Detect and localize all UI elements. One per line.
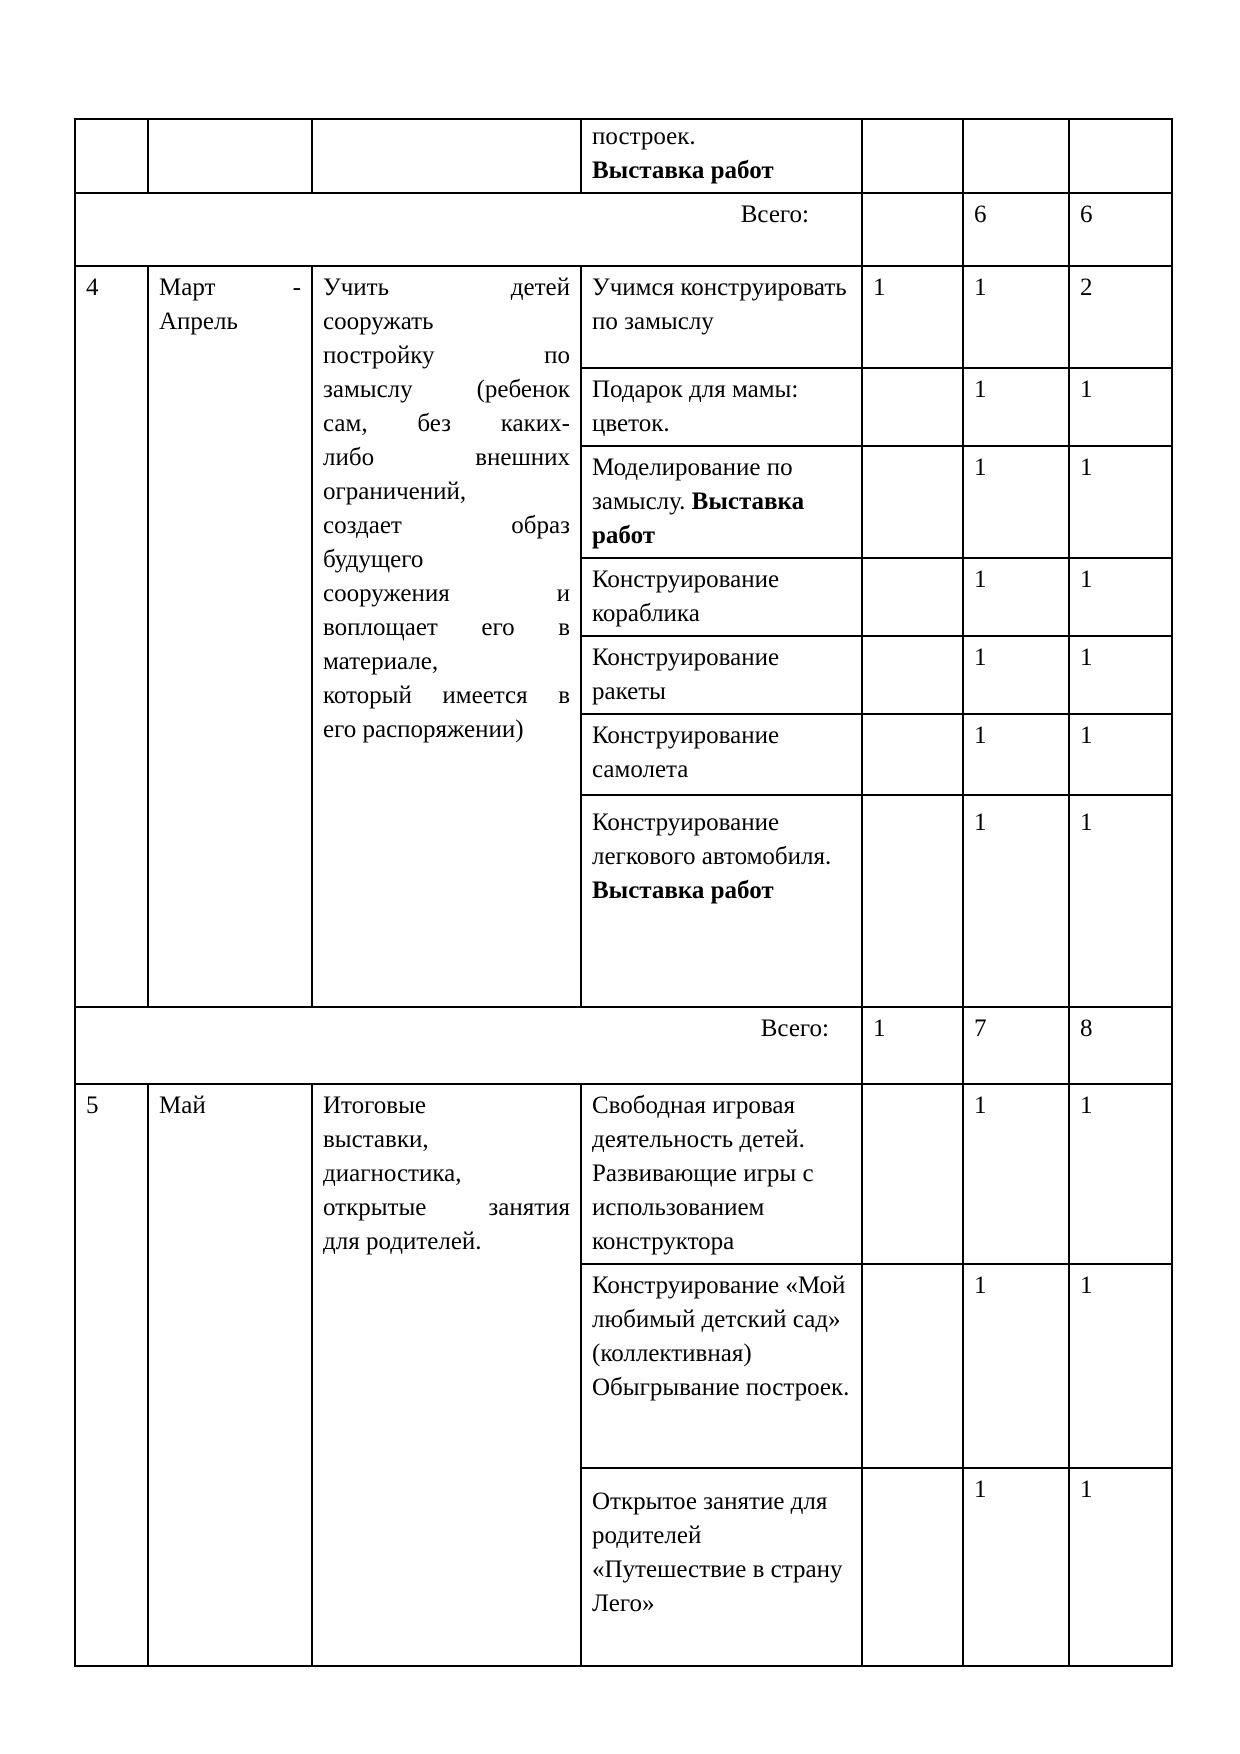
practice-cell: 1 (963, 795, 1069, 1007)
topic-cell: Учимся конструировать по замыслу (581, 266, 862, 368)
theory-cell (862, 1468, 963, 1666)
goal-cell (312, 119, 581, 193)
goal-cell (312, 266, 581, 1007)
topic-cell (581, 119, 862, 193)
theory-cell: 1 (862, 266, 963, 368)
theory-cell (862, 119, 963, 193)
practice-cell: 6 (963, 193, 1069, 266)
topic-cell: Конструирование кораблика (581, 558, 862, 636)
topic-cell (581, 795, 862, 1007)
theory-cell (862, 1084, 963, 1264)
total-label: Всего: (75, 193, 862, 266)
goal-line: Учить детей (323, 274, 570, 301)
goal-line: ограничений, (323, 478, 467, 505)
practice-cell: 1 (963, 368, 1069, 446)
month-dash: - (292, 274, 301, 301)
goal-line: открытые занятия (323, 1194, 570, 1221)
theory-cell (862, 636, 963, 714)
practice-cell (963, 119, 1069, 193)
total-cell: 1 (1069, 795, 1172, 1007)
topic-text: построек. (592, 123, 696, 150)
month-text: Апрель (159, 308, 238, 335)
goal-line: постройку по (323, 342, 570, 369)
num-cell: 5 (75, 1084, 148, 1666)
num-cell (75, 119, 148, 193)
theory-cell (862, 368, 963, 446)
theory-cell: 1 (862, 1007, 963, 1084)
topic-bold-text: Выставка работ (592, 157, 774, 184)
topic-cell: Открытое занятие для родителей «Путешествие в страну Лего» (581, 1468, 862, 1666)
theory-cell (862, 193, 963, 266)
total-cell (1069, 119, 1172, 193)
topic-cell: Конструирование «Мой любимый детский сад» (коллективная) Обыгрывание построек. (581, 1264, 862, 1468)
topic-cell: Конструирование самолета (581, 714, 862, 795)
topic-text: Моделирование по замыслу. (592, 454, 793, 515)
topic-cell: Свободная игровая деятельность детей. Развивающие игры с использованием конструктора (581, 1084, 862, 1264)
goal-line: будущего (323, 546, 424, 573)
topic-bold-text: Выставка работ (592, 877, 774, 904)
goal-line: воплощает его в (323, 614, 570, 641)
goal-line: который имеется в (323, 682, 570, 709)
total-cell: 8 (1069, 1007, 1172, 1084)
theory-cell (862, 558, 963, 636)
goal-line: Итоговые (323, 1092, 426, 1119)
goal-line: либо внешних (323, 444, 570, 471)
theory-cell (862, 795, 963, 1007)
theory-cell (862, 714, 963, 795)
practice-cell: 1 (963, 266, 1069, 368)
goal-line: его распоряжении) (323, 716, 524, 743)
total-cell: 2 (1069, 266, 1172, 368)
practice-cell: 7 (963, 1007, 1069, 1084)
goal-line: диагностика, (323, 1160, 462, 1187)
goal-line: сооружения и (323, 580, 570, 607)
theory-cell (862, 1264, 963, 1468)
goal-line: сооружать (323, 308, 434, 335)
total-row (75, 1007, 1172, 1084)
table-row (75, 266, 1172, 368)
total-label: Всего: (75, 1007, 862, 1084)
topic-cell: Подарок для мамы: цветок. (581, 368, 862, 446)
practice-cell: 1 (963, 1084, 1069, 1264)
practice-cell: 1 (963, 636, 1069, 714)
topic-cell: Конструирование ракеты (581, 636, 862, 714)
goal-cell (312, 1084, 581, 1666)
topic-bold-text: Выставка работ (592, 488, 805, 549)
total-row (75, 193, 1172, 266)
table-row (75, 1084, 1172, 1264)
practice-cell: 1 (963, 558, 1069, 636)
total-cell: 1 (1069, 446, 1172, 558)
total-cell: 1 (1069, 636, 1172, 714)
goal-line: для родителей. (323, 1228, 482, 1255)
goal-line: сам, без каких- (323, 410, 570, 437)
num-cell: 4 (75, 266, 148, 1007)
practice-cell: 1 (963, 714, 1069, 795)
total-cell: 1 (1069, 1084, 1172, 1264)
total-cell: 1 (1069, 1264, 1172, 1468)
topic-text: Конструирование легкового автомобиля. (592, 809, 832, 870)
topic-cell (581, 446, 862, 558)
total-cell: 1 (1069, 1468, 1172, 1666)
goal-line: материале, (323, 648, 439, 675)
month-text: Март (159, 274, 216, 301)
program-table (74, 118, 1173, 1667)
month-cell: Май (148, 1084, 312, 1666)
month-cell (148, 266, 312, 1007)
table-row (75, 119, 1172, 193)
goal-line: замыслу (ребенок (323, 376, 570, 403)
total-cell: 1 (1069, 558, 1172, 636)
goal-line: выставки, (323, 1126, 429, 1153)
total-cell: 6 (1069, 193, 1172, 266)
total-cell: 1 (1069, 368, 1172, 446)
practice-cell: 1 (963, 1264, 1069, 1468)
theory-cell (862, 446, 963, 558)
practice-cell: 1 (963, 1468, 1069, 1666)
practice-cell: 1 (963, 446, 1069, 558)
total-cell: 1 (1069, 714, 1172, 795)
month-cell (148, 119, 312, 193)
goal-line: создает образ (323, 512, 570, 539)
